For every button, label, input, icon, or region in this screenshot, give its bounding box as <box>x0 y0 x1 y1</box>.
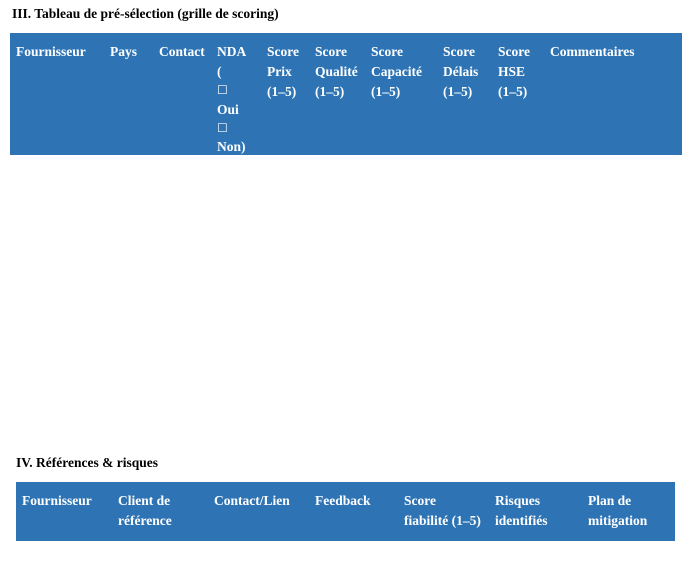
nda-option-no-label: Non) <box>217 139 246 155</box>
column-header-score-fiabilite: Score fiabilité (1–5) <box>398 482 489 541</box>
column-header-nda <box>211 33 261 167</box>
preselection-scoring-table <box>10 33 682 167</box>
checkbox-icon[interactable]: ☐ <box>217 82 228 97</box>
column-header-contact: Contact <box>153 33 211 167</box>
references-risks-table <box>16 482 675 541</box>
column-header-risques-identifies: Risques identifiés <box>489 482 582 541</box>
table-header-row <box>16 482 675 541</box>
column-header-score-delais: Score Délais (1–5) <box>437 33 492 167</box>
column-header-client-reference: Client de référence <box>112 482 208 541</box>
column-header-plan-mitigation: Plan de mitigation <box>582 482 675 541</box>
table-header-row <box>10 33 682 167</box>
column-header-feedback: Feedback <box>309 482 398 541</box>
nda-option-yes-label: Oui <box>217 101 239 117</box>
column-header-contact-lien: Contact/Lien <box>208 482 309 541</box>
nda-open-paren: ( <box>217 63 222 79</box>
column-header-fournisseur: Fournisseur <box>10 33 104 167</box>
column-header-score-capacite: Score Capacité (1–5) <box>365 33 437 167</box>
checkbox-icon-2[interactable]: ☐ <box>217 120 228 135</box>
section-heading-iv: IV. Références & risques <box>16 455 158 470</box>
preselection-table-empty-body <box>10 155 682 395</box>
section-heading-iii: III. Tableau de pré-sélection (grille de scoring) <box>12 6 279 21</box>
column-header-fournisseur-iv: Fournisseur <box>16 482 112 541</box>
column-header-score-qualite: Score Qualité (1–5) <box>309 33 365 167</box>
column-header-commentaires: Commentaires <box>544 33 682 167</box>
nda-option-yes-line <box>217 62 255 100</box>
nda-label-text: NDA <box>217 44 247 59</box>
column-header-pays: Pays <box>104 33 153 167</box>
column-header-score-hse: Score HSE (1–5) <box>492 33 544 167</box>
column-header-score-prix: Score Prix (1–5) <box>261 33 309 167</box>
